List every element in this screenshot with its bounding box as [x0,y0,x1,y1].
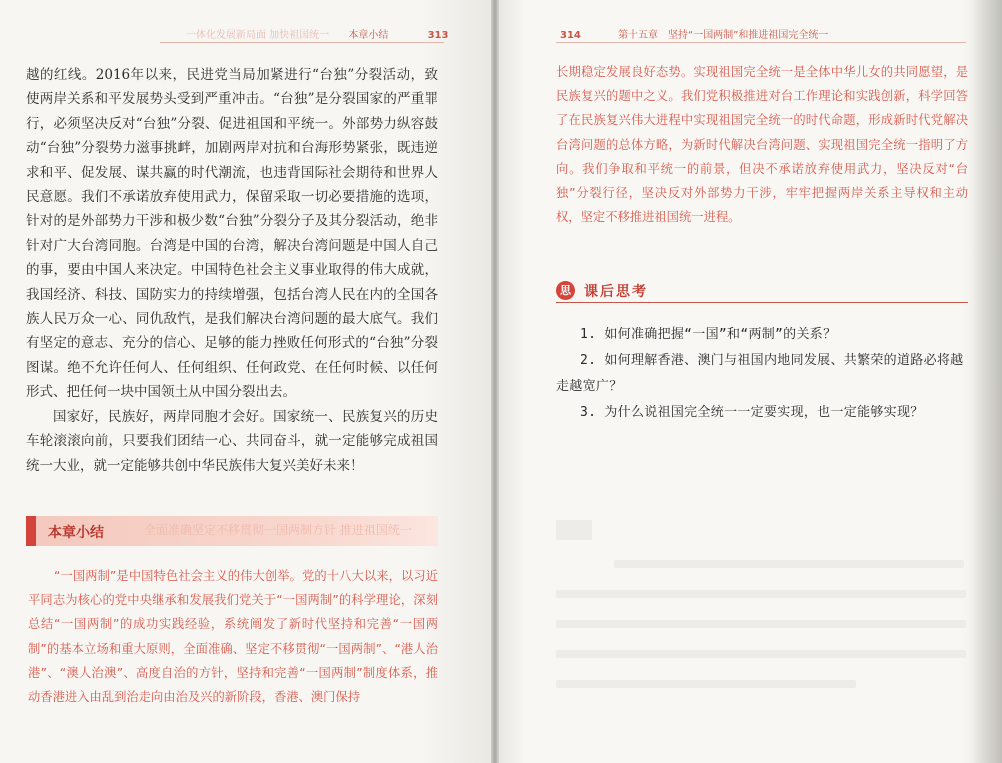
question-item: 3. 为什么说祖国完全统一一定要实现，也一定能够实现？ [580,405,924,420]
bleed-through-mark [556,590,966,598]
summary-bleed-text: 全面准确坚定不移贯彻一国两制方针 推进祖国统一 [144,523,412,537]
after-class-thinking-heading [556,280,968,303]
summary-label: 本章小结 [48,525,104,541]
right-page-number: 314 [560,30,581,41]
summary-paragraph: 长期稳定发展良好态势。实现祖国完全统一是全体中华儿女的共同愿望，是民族复兴的题中之义。我们党积极推进对台工作理论和实践创新，科学回答了在民族复兴伟大进程中实现祖国完全统一的时代命题，形成新时代党解决台湾问题的总体方略，为新时代解决台湾问题、实现祖国完全统一指明了方向。我们争取和平统一的前景，但决不承诺放弃使用武力，坚决反对“台独”分裂行径，坚决反对外部势力干涉，牢牢把握两岸关系主导权和主动权，坚定不移推进祖国统一进程。 [556,65,968,225]
summary-accent-bar [26,516,36,546]
question-item: 1. 如何准确把握“一国”和“两制”的关系？ [580,327,837,342]
summary-text [28,564,438,709]
chapter-summary-heading [26,516,438,546]
left-page-number: 313 [427,30,449,41]
left-header-faint-text: 一体化发展新局面 加快祖国统一 [186,30,330,41]
body-paragraph: 越的红线。2016年以来，民进党当局加紧进行“台独”分裂活动，致使两岸关系和平发展势头受到严重冲击。“台独”是分裂国家的严重罪行，必须坚决反对“台独”分裂、促进祖国和平统一。外部势力纵容鼓动“台独”分裂势力滋事挑衅，加剧两岸对抗和台海形势紧张，既违逆求和平、促发展、谋共赢的时代潮流，也违背国际社会期待和世界人民意愿。我们不承诺放弃使用武力，保留采取一切必要措施的选项，针对的是外部势力干涉和极少数“台独”分裂分子及其分裂活动，绝非针对广大台湾同胞。台湾是中国的台湾，解决台湾问题是中国人自己的事，要由中国人来决定。中国特色社会主义事业取得的伟大成就，我国经济、科技、国防实力的持续增强，包括台湾人民在内的全国各族人民万众一心、同仇敌忾，是我们解决台湾问题的最大底气。我们有坚定的意志、充分的信心、足够的能力挫败任何形式的“台独”分裂图谋。绝不允许任何人、任何组织、任何政党、在任何时候、以任何形式、把任何一块中国领土从中国分裂出去。 [26,67,438,401]
summary-continued-text [556,60,968,229]
left-header-title: 本章小结 [348,30,389,41]
summary-paragraph: “一国两制”是中国特色社会主义的伟大创举。党的十八大以来，以习近平同志为核心的党中央继承和发展我们党关于“一国两制”的科学理论，深刻总结“一国两制”的成功实践经验，系统阐发了新时代坚持和完善“一国两制”的基本立场和重大原则，全面准确、坚定不移贯彻“一国两制”、“港人治港”、“澳人治澳”、高度自治的方针，坚持和完善“一国两制”制度体系，推动香港进入由乱到治走向由治及兴的新阶段，香港、澳门保持 [28,569,438,705]
bleed-through-mark [556,620,966,628]
right-header-title: 第十五章 坚持“一国两制”和推进祖国完全统一 [618,30,829,41]
left-header-rule [160,42,444,43]
body-paragraph: 国家好，民族好，两岸同胞才会好。国家统一、民族复兴的历史车轮滚滚向前，只要我们团结一心、共同奋斗，就一定能够完成祖国统一大业，就一定能够共创中华民族伟大复兴美好未来！ [26,408,438,474]
page-edge-shadow [970,0,1002,763]
right-header-rule [556,42,966,43]
left-body-text [26,63,438,478]
left-running-header [186,26,449,41]
bleed-through-mark [556,680,856,688]
bleed-through-mark [556,520,592,540]
right-page [494,0,1002,763]
thinking-title: 课后思考 [584,284,648,300]
thinking-icon: 思 [556,281,575,300]
book-gutter [491,0,499,763]
bleed-through-mark [614,560,964,568]
right-running-header [560,26,828,41]
left-page [0,0,494,763]
bleed-through-mark [556,650,966,658]
question-item: 2. 如何理解香港、澳门与祖国内地同发展、共繁荣的道路必将越走越宽广？ [556,353,964,394]
question-list [556,322,968,426]
